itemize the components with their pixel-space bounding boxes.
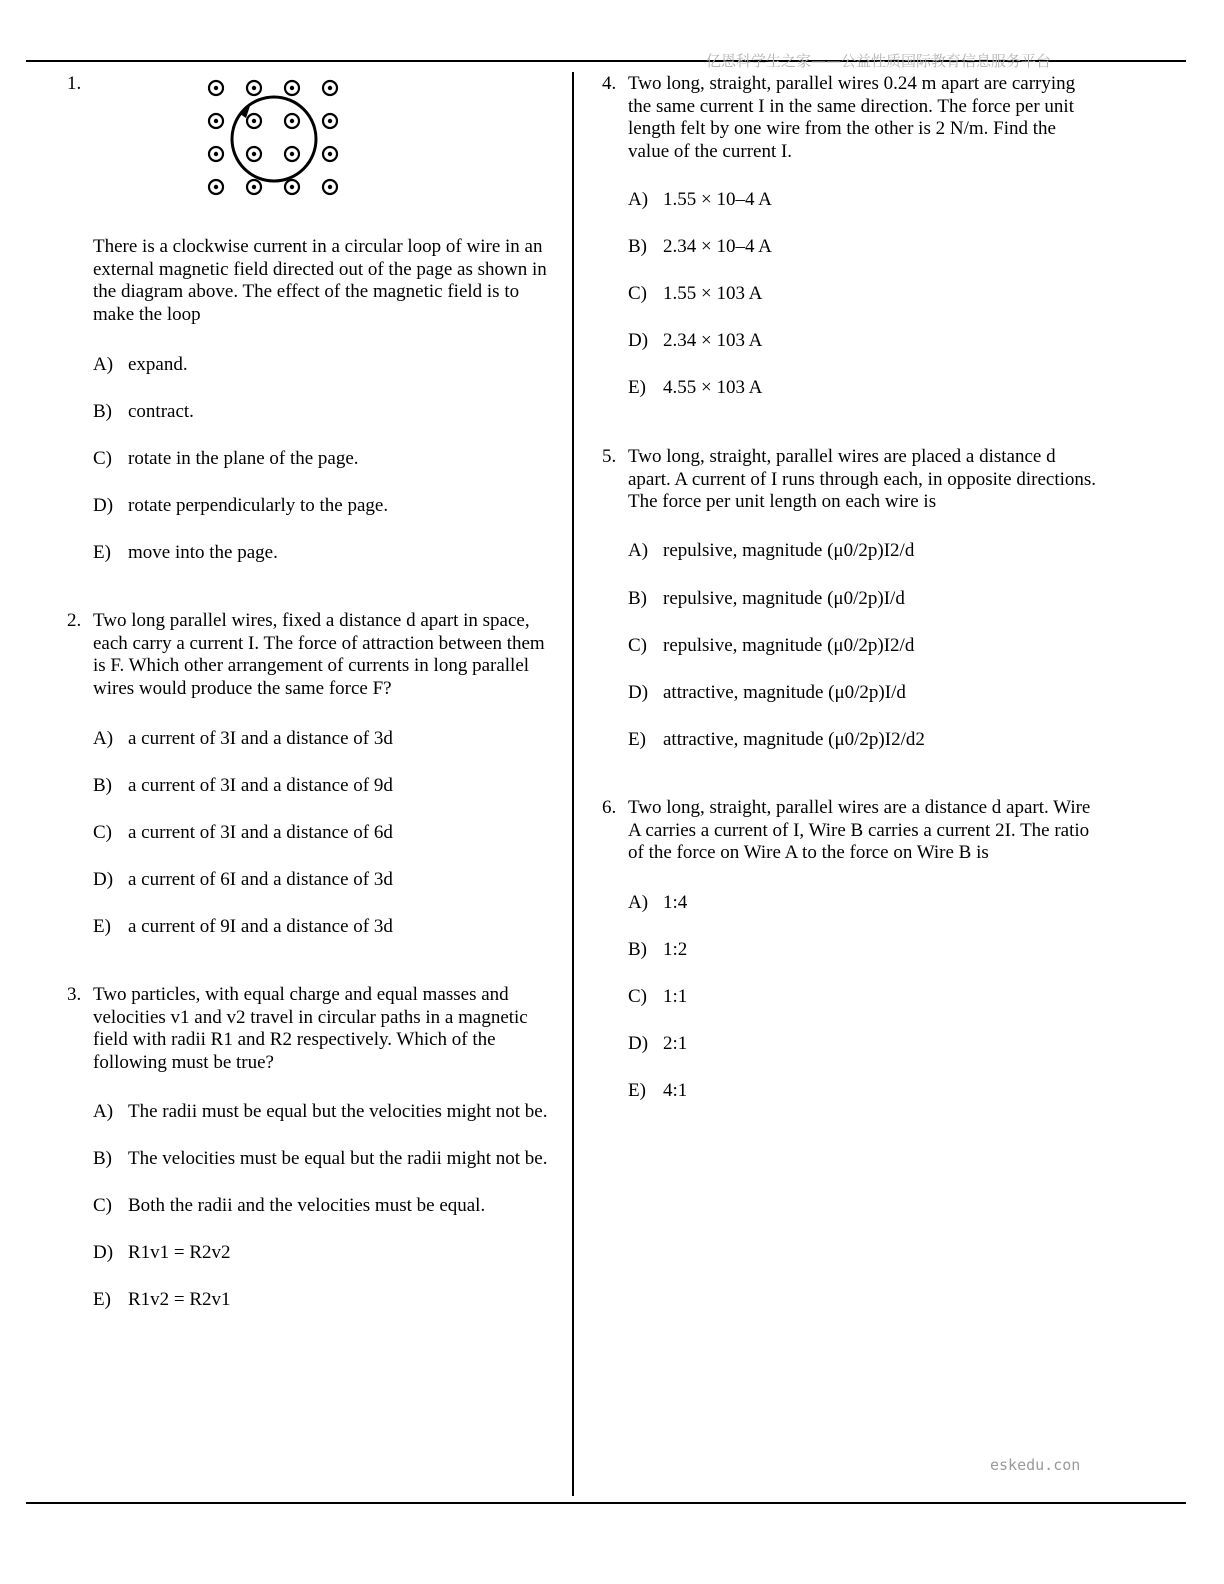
footer-text: eskedu.con: [990, 1456, 1081, 1474]
answer-option[interactable]: [93, 401, 194, 424]
option-text: expand.: [128, 354, 188, 375]
column-divider: [572, 72, 574, 1496]
option-text: 2.34 × 10–4 A: [663, 236, 772, 257]
answer-option[interactable]: [628, 283, 762, 306]
option-label: E): [628, 377, 646, 398]
option-label: A): [93, 1101, 114, 1122]
option-label: A): [628, 892, 649, 913]
option-text: repulsive, magnitude (μ0/2p)I2/d: [663, 540, 915, 561]
option-label: B): [93, 775, 112, 796]
answer-option[interactable]: [628, 588, 905, 611]
answer-option[interactable]: [93, 1148, 547, 1171]
option-label: C): [628, 635, 647, 656]
question-number: 5.: [602, 446, 617, 467]
option-label: C): [93, 448, 112, 469]
answer-option[interactable]: [93, 542, 278, 565]
option-label: E): [628, 729, 646, 750]
answer-option[interactable]: [93, 495, 388, 518]
answer-option[interactable]: [628, 377, 762, 400]
answer-option[interactable]: [628, 892, 687, 915]
option-text: move into the page.: [128, 542, 278, 563]
option-text: 1:4: [663, 892, 688, 913]
bottom-rule: [26, 1502, 1186, 1504]
option-text: a current of 9I and a distance of 3d: [128, 916, 393, 937]
option-text: a current of 6I and a distance of 3d: [128, 869, 393, 890]
magnetic-field-loop-diagram: [204, 76, 354, 202]
option-text: R1v2 = R2v1: [128, 1289, 231, 1310]
question-stem: There is a clockwise current in a circular loop of wire in an external magnetic field directed out of the page as shown in the diagram above. The effect of the magnetic field is to make the loop: [93, 236, 547, 325]
option-text: 1.55 × 103 A: [663, 283, 763, 304]
answer-option[interactable]: [628, 1080, 687, 1103]
option-text: 2:1: [663, 1033, 688, 1054]
question-stem: Two long, straight, parallel wires are placed a distance d apart. A current of I runs through each, in opposite directions. The force per unit length on each wire is: [628, 446, 1097, 512]
option-label: E): [93, 542, 111, 563]
answer-option[interactable]: [628, 939, 687, 962]
answer-option[interactable]: [93, 775, 393, 798]
option-text: a current of 3I and a distance of 6d: [128, 822, 393, 843]
option-text: The radii must be equal but the velocities might not be.: [128, 1101, 548, 1122]
question-stem: Two particles, with equal charge and equal masses and velocities v1 and v2 travel in circular paths in a magnetic field with radii R1 and R2 respectively. Which of the following must be true?: [93, 984, 528, 1073]
option-label: A): [628, 540, 649, 561]
question-stem: Two long, straight, parallel wires are a distance d apart. Wire A carries a current of I, Wire B carries a current 2I. The ratio of the force on Wire A to the force on Wire B is: [628, 797, 1091, 863]
answer-option[interactable]: [628, 1033, 687, 1056]
option-label: E): [93, 1289, 111, 1310]
option-text: 1:2: [663, 939, 688, 960]
option-text: Both the radii and the velocities must be equal.: [128, 1195, 486, 1216]
option-label: D): [93, 1242, 114, 1263]
question-stem: Two long, straight, parallel wires 0.24 m apart are carrying the same current I in the same direction. The force per unit length felt by one wire from the other is 2 N/m. Find the value of the current I.: [628, 73, 1076, 162]
option-text: 1.55 × 10–4 A: [663, 189, 772, 210]
option-text: 2.34 × 103 A: [663, 330, 763, 351]
option-text: attractive, magnitude (μ0/2p)I/d: [663, 682, 906, 703]
answer-option[interactable]: [628, 189, 772, 212]
option-label: E): [93, 916, 111, 937]
answer-option[interactable]: [628, 986, 687, 1009]
option-label: B): [628, 588, 647, 609]
question-number: 6.: [602, 797, 617, 818]
option-label: D): [628, 1033, 649, 1054]
answer-option[interactable]: [628, 635, 914, 658]
question-stem: Two long parallel wires, fixed a distance d apart in space, each carry a current I. The force of attraction between them is F. Which other arrangement of currents in long parallel wires would produce the same force F?: [93, 610, 545, 699]
current-loop: [232, 97, 316, 181]
answer-option[interactable]: [628, 540, 914, 563]
answer-option[interactable]: [93, 448, 359, 471]
answer-option[interactable]: [628, 330, 762, 353]
answer-option[interactable]: [93, 1195, 485, 1218]
option-text: rotate perpendicularly to the page.: [128, 495, 389, 516]
option-text: The velocities must be equal but the radii might not be.: [128, 1148, 548, 1169]
option-text: contract.: [128, 401, 194, 422]
option-label: D): [628, 682, 649, 703]
question-number: 2.: [67, 610, 82, 631]
question-number: 1.: [67, 73, 82, 94]
option-label: C): [93, 1195, 112, 1216]
option-label: A): [93, 728, 114, 749]
option-label: C): [628, 986, 647, 1007]
answer-option[interactable]: [93, 1101, 547, 1124]
option-text: attractive, magnitude (μ0/2p)I2/d2: [663, 729, 925, 750]
watermark: 亿恩科学生之家——公益性质国际教育信息服务平台: [706, 52, 1052, 70]
option-label: E): [628, 1080, 646, 1101]
option-text: a current of 3I and a distance of 9d: [128, 775, 393, 796]
answer-option[interactable]: [93, 1289, 231, 1312]
answer-option[interactable]: [93, 728, 393, 751]
answer-option[interactable]: [628, 682, 906, 705]
option-label: B): [628, 236, 647, 257]
option-text: rotate in the plane of the page.: [128, 448, 359, 469]
option-label: D): [93, 869, 114, 890]
option-text: repulsive, magnitude (μ0/2p)I2/d: [663, 635, 915, 656]
option-label: C): [628, 283, 647, 304]
option-label: D): [628, 330, 649, 351]
answer-option[interactable]: [93, 1242, 231, 1265]
option-text: 1:1: [663, 986, 688, 1007]
option-label: D): [93, 495, 114, 516]
option-label: B): [93, 1148, 112, 1169]
answer-option[interactable]: [93, 869, 393, 892]
answer-option[interactable]: [93, 354, 188, 377]
answer-option[interactable]: [628, 729, 925, 752]
option-label: C): [93, 822, 112, 843]
option-label: B): [628, 939, 647, 960]
question-number: 4.: [602, 73, 617, 94]
option-text: 4.55 × 103 A: [663, 377, 763, 398]
option-text: repulsive, magnitude (μ0/2p)I/d: [663, 588, 905, 609]
question-number: 3.: [67, 984, 82, 1005]
option-text: 4:1: [663, 1080, 688, 1101]
answer-option[interactable]: [93, 916, 393, 939]
option-label: A): [628, 189, 649, 210]
option-label: B): [93, 401, 112, 422]
answer-option[interactable]: [628, 236, 772, 259]
answer-option[interactable]: [93, 822, 393, 845]
option-label: A): [93, 354, 114, 375]
option-text: a current of 3I and a distance of 3d: [128, 728, 393, 749]
option-text: R1v1 = R2v2: [128, 1242, 231, 1263]
